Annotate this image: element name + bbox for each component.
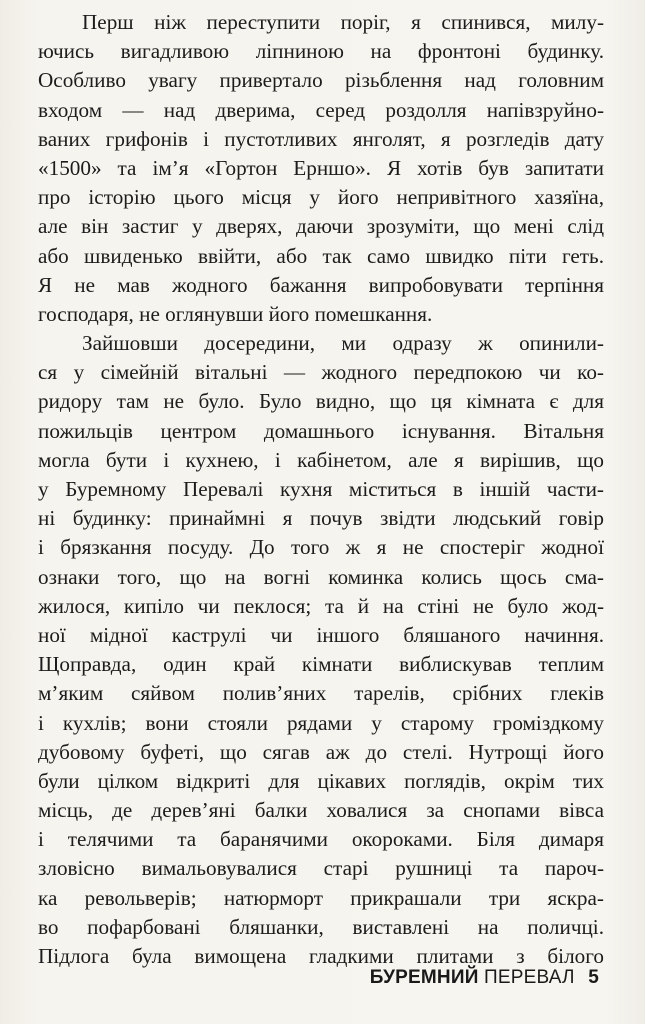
text-line: господаря, не оглянувши його помешкання.: [38, 301, 433, 326]
text-line: дубовому буфеті, що сягав аж до стелі. Нутрощі його: [38, 739, 604, 764]
book-title-regular: ПЕРЕВАЛ: [484, 967, 575, 988]
text-line: Особливо увагу привертало різьблення над головним: [38, 68, 604, 93]
text-line: про історію цього місця у його непривітного хазяїна,: [38, 185, 604, 210]
paragraph-2: [38, 329, 604, 971]
body-text: [38, 8, 604, 971]
text-line: ся у сімейній вітальні — жодного передпокою чи ко-: [38, 360, 604, 385]
text-line: ка револьверів; натюрморт прикрашали три яскра-: [38, 885, 604, 910]
text-line: або швиденько ввійти, або так само швидко піти геть.: [38, 243, 604, 268]
text-line: але він застиг у дверях, даючи зрозуміти, що мені слід: [38, 214, 604, 239]
text-line: ної мідної каструлі чи іншого бляшаного начиння.: [38, 622, 604, 647]
text-line: і брязкання посуду. До того ж я не спостеріг жодної: [38, 535, 604, 560]
text-line: ючись вигадливою ліпниною на фронтоні будинку.: [38, 39, 604, 64]
paragraph-1: [38, 8, 604, 329]
text-line: Зайшовши досередини, ми одразу ж опинили-: [82, 331, 604, 356]
page-number: 5: [588, 967, 599, 988]
text-line: у Буремному Перевалі кухня міститься в іншій части-: [38, 477, 604, 501]
text-line: жилося, кипіло чи пеклося; та й на стіні не було жод-: [38, 593, 604, 618]
text-line: і кухлів; вони стояли рядами у старому громіздкому: [38, 710, 604, 735]
text-line: входом — над дверима, серед роздолля напівзруйно-: [38, 97, 604, 122]
text-line: Підлога була вимощена гладкими плитами з білого: [38, 944, 604, 968]
text-line: були цілком відкриті для цікавих поглядів, окрім тих: [38, 768, 604, 793]
text-line: ваних грифонів і пустотливих янголят, я розгледів дату: [38, 126, 604, 151]
text-line: ознаки того, що на вогні коминка колись щось сма-: [38, 564, 604, 589]
text-line: пожильців центром домашнього існування. Вітальня: [38, 418, 604, 443]
running-footer: [370, 967, 599, 989]
book-title-bold: БУРЕМНИЙ: [369, 967, 479, 988]
text-line: Перш ніж переступити поріг, я спинився, милу-: [82, 10, 604, 34]
text-line: і телячими та баранячими окороками. Біля димаря: [38, 827, 604, 852]
text-line: місць, де дерев’яні балки ховалися за снопами вівса: [38, 798, 604, 823]
text-line: «1500» та ім’я «Гортон Ерншо». Я хотів був запитати: [38, 155, 604, 180]
text-line: м’яким сяйвом полив’яних тарелів, срібних глеків: [38, 681, 604, 706]
text-line: ні будинку: принаймні я почув звідти людський говір: [38, 506, 604, 531]
text-line: могла бути і кухнею, і кабінетом, але я вирішив, що: [38, 447, 604, 472]
text-line: Щоправда, один край кімнати виблискував теплим: [38, 652, 604, 677]
text-line: Я не мав жодного бажання випробовувати терпіння: [38, 272, 604, 297]
text-line: во пофарбовані бляшанки, виставлені на поличці.: [38, 914, 604, 939]
text-line: зловісно вимальовувалися старі рушниці та пароч-: [38, 856, 604, 881]
text-line: ридору там не було. Було видно, що ця кімната є для: [38, 389, 604, 414]
